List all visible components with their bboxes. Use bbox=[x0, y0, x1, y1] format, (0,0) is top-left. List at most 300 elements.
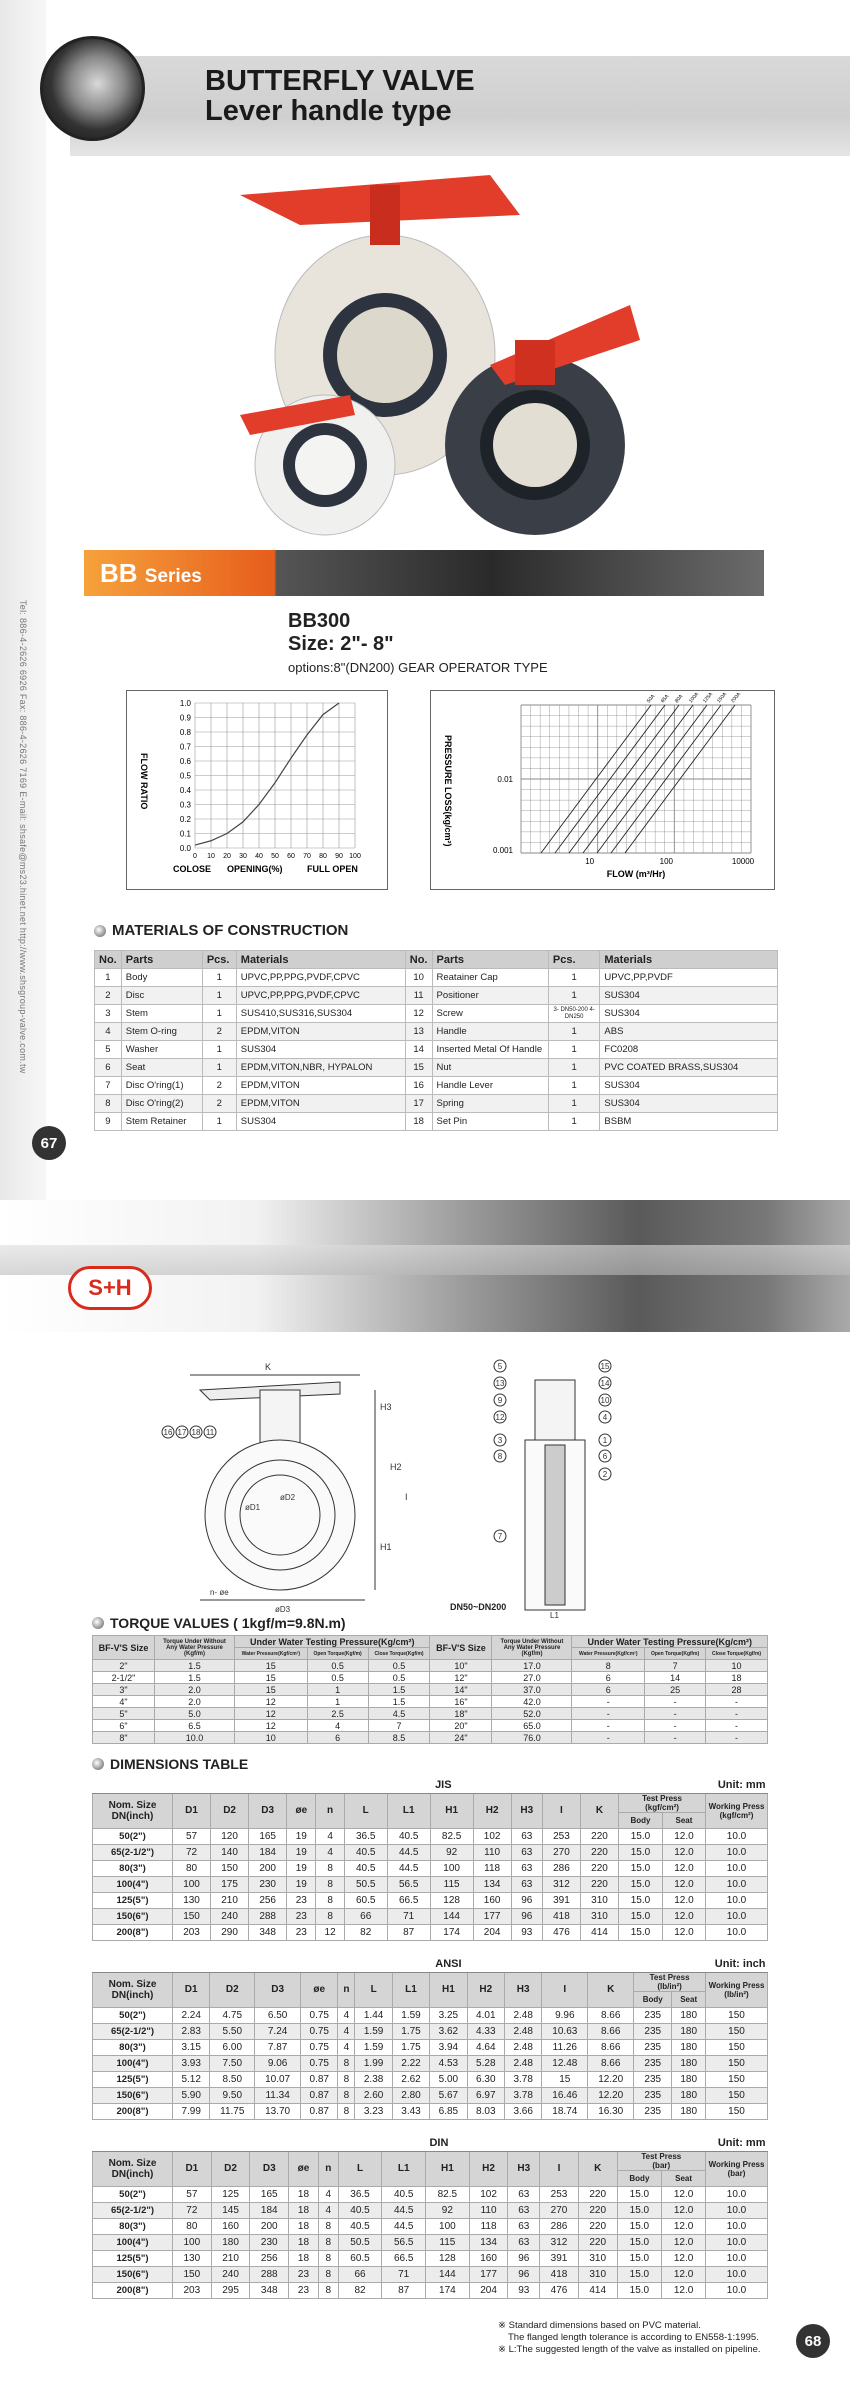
dim-cell: 348 bbox=[250, 2282, 289, 2298]
footnotes bbox=[498, 2320, 761, 2356]
dim-header: K bbox=[580, 1793, 618, 1828]
dim-cell: 71 bbox=[387, 1908, 430, 1924]
dim-cell: 150 bbox=[706, 2023, 768, 2039]
mat-header: No. bbox=[95, 951, 122, 969]
tq-cell: 6.5 bbox=[155, 1720, 235, 1732]
mat-header: Parts bbox=[121, 951, 202, 969]
dim-cell: 10.0 bbox=[706, 1860, 768, 1876]
dim-cell: 16.46 bbox=[542, 2087, 588, 2103]
dim-cell: 8 bbox=[338, 2055, 355, 2071]
tq-head-under: Under Water Testing Pressure(Kg/cm²) bbox=[235, 1636, 430, 1648]
dim-cell: 4.33 bbox=[467, 2023, 504, 2039]
model-name: BB300 bbox=[288, 610, 351, 632]
dim-header: øe bbox=[287, 1793, 316, 1828]
mat-cell: UPVC,PP,PPG,PVDF,CPVC bbox=[236, 987, 405, 1005]
flow-ratio-chart bbox=[126, 690, 388, 890]
dim-cell: 144 bbox=[430, 1908, 473, 1924]
tq-cell: - bbox=[572, 1732, 645, 1744]
dim-header: D2 bbox=[211, 1793, 249, 1828]
table-row bbox=[93, 2266, 768, 2282]
dim-cell: 96 bbox=[508, 2250, 540, 2266]
dim-cell: 150 bbox=[706, 2055, 768, 2071]
mat-cell: EPDM,VITON bbox=[236, 1095, 405, 1113]
dim-cell: 10.0 bbox=[706, 2282, 768, 2298]
dim-cell: 150 bbox=[706, 2103, 768, 2119]
cap-blank bbox=[93, 1956, 355, 1972]
dim-cell: 10.0 bbox=[706, 2202, 768, 2218]
mat-cell: 4 bbox=[95, 1023, 122, 1041]
dim-header: I bbox=[542, 1972, 588, 2007]
tq-cell: 42.0 bbox=[492, 1696, 572, 1708]
dim-cell: 8 bbox=[316, 1876, 344, 1892]
din-table bbox=[92, 2135, 768, 2299]
dim-cell: 2.62 bbox=[392, 2071, 429, 2087]
flow-curve bbox=[195, 703, 339, 845]
dim-cell: 63 bbox=[511, 1844, 542, 1860]
dim-cell: 118 bbox=[473, 1860, 511, 1876]
contact-info: Tel: 886-4-2626 6926 Fax: 886-4-2626 7169 E-mail: shsafe@ms23.hinet.net http://www.shsgroup-valve.com.tw bbox=[18, 600, 28, 1074]
dim-cell: 92 bbox=[430, 1844, 473, 1860]
dim-cell: 10.0 bbox=[706, 1876, 768, 1892]
dim-cell: 144 bbox=[426, 2266, 470, 2282]
tq-cell: 1 bbox=[307, 1684, 368, 1696]
tq-subhead: Open Torque(Kgf/m) bbox=[307, 1648, 368, 1660]
dim-i: I bbox=[405, 1492, 408, 1502]
table-row bbox=[93, 2071, 768, 2087]
dim-cell: 200 bbox=[249, 1860, 287, 1876]
mat-cell: Stem O-ring bbox=[121, 1023, 202, 1041]
dim-h3: H3 bbox=[380, 1402, 392, 1412]
dim-cell: 19 bbox=[287, 1844, 316, 1860]
dim-cell: 5.12 bbox=[173, 2071, 210, 2087]
dim-cell: 7.99 bbox=[173, 2103, 210, 2119]
dim-cell: 128 bbox=[426, 2250, 470, 2266]
table-row bbox=[93, 1828, 768, 1844]
dim-cell: 4 bbox=[318, 2186, 338, 2202]
body-header: Body bbox=[634, 1991, 672, 2007]
dim-cell: 3.66 bbox=[504, 2103, 541, 2119]
tq-cell: 27.0 bbox=[492, 1672, 572, 1684]
tq-cell: 15 bbox=[235, 1672, 308, 1684]
x-tick: 100 bbox=[659, 857, 674, 866]
dim-cell: 253 bbox=[542, 1828, 580, 1844]
dim-cell: 203 bbox=[173, 2282, 212, 2298]
dim-cell: 134 bbox=[469, 2234, 508, 2250]
part-label: 5 bbox=[497, 1362, 503, 1371]
y-tick: 0.5 bbox=[179, 771, 191, 781]
mat-cell: SUS304 bbox=[600, 1005, 778, 1023]
dim-cell: 120 bbox=[211, 1828, 249, 1844]
dim-cell: 82 bbox=[344, 1924, 387, 1940]
mat-cell: Disc bbox=[121, 987, 202, 1005]
dim-cell: 16.30 bbox=[588, 2103, 634, 2119]
series-label: 65A bbox=[659, 693, 671, 705]
note-2: The flanged length tolerance is according to EN558-1:1995. bbox=[508, 2332, 759, 2343]
mat-cell: 2 bbox=[202, 1023, 236, 1041]
dim-cell: 180 bbox=[672, 2039, 706, 2055]
mat-cell: 16 bbox=[405, 1077, 432, 1095]
dim-cell: 92 bbox=[426, 2202, 470, 2218]
mat-cell: Stem bbox=[121, 1005, 202, 1023]
dim-cell: 96 bbox=[511, 1908, 542, 1924]
tq-cell: 7 bbox=[368, 1720, 430, 1732]
table-row bbox=[93, 2250, 768, 2266]
mat-cell: UPVC,PP,PPG,PVDF,CPVC bbox=[236, 969, 405, 987]
dim-cell: 230 bbox=[249, 1876, 287, 1892]
series-label: 100A bbox=[687, 691, 701, 705]
dim-cell: 80(3") bbox=[93, 2218, 173, 2234]
dim-l1: L1 bbox=[550, 1611, 559, 1620]
mat-cell: UPVC,PP,PVDF bbox=[600, 969, 778, 987]
dim-cell: 240 bbox=[211, 1908, 249, 1924]
mat-cell: 1 bbox=[202, 1041, 236, 1059]
dim-cell: 2.24 bbox=[173, 2007, 210, 2023]
mat-cell: 1 bbox=[548, 1059, 600, 1077]
dim-cell: 1.59 bbox=[392, 2007, 429, 2023]
dim-cell: 177 bbox=[469, 2266, 508, 2282]
bullet-icon bbox=[94, 925, 106, 937]
tq-cell: - bbox=[645, 1732, 706, 1744]
dim-cell: 66.5 bbox=[382, 2250, 426, 2266]
tq-cell: 37.0 bbox=[492, 1684, 572, 1696]
dim-cell: 220 bbox=[578, 2186, 617, 2202]
dim-cell: 150 bbox=[173, 2266, 212, 2282]
dim-cell: 476 bbox=[542, 1924, 580, 1940]
mat-cell: 17 bbox=[405, 1095, 432, 1113]
dim-cell: 72 bbox=[173, 1844, 211, 1860]
unit-label: Unit: inch bbox=[542, 1956, 768, 1972]
tq-subhead: Water Pressure(Kgf/cm²) bbox=[572, 1648, 645, 1660]
tq-cell: 28 bbox=[706, 1684, 768, 1696]
dim-cell: 40.5 bbox=[338, 2218, 382, 2234]
dim-cell: 8 bbox=[318, 2282, 338, 2298]
dim-cell: 2.38 bbox=[355, 2071, 392, 2087]
mat-cell: 3- DN50-200 4- DN250 bbox=[548, 1005, 600, 1023]
mat-header: No. bbox=[405, 951, 432, 969]
dim-cell: 2.48 bbox=[504, 2055, 541, 2071]
dim-cell: 220 bbox=[580, 1876, 618, 1892]
mat-cell: PVC COATED BRASS,SUS304 bbox=[600, 1059, 778, 1077]
table-row bbox=[95, 1023, 778, 1041]
pressure-loss-chart bbox=[430, 690, 775, 890]
dim-header: L1 bbox=[392, 1972, 429, 2007]
dim-header: K bbox=[588, 1972, 634, 2007]
dim-cell: 66 bbox=[338, 2266, 382, 2282]
dim-header: D3 bbox=[250, 2151, 289, 2186]
cap-blank bbox=[93, 1777, 345, 1793]
tq-cell: 8.5 bbox=[368, 1732, 430, 1744]
dim-cell: 57 bbox=[173, 2186, 212, 2202]
dim-cell: 204 bbox=[469, 2282, 508, 2298]
dim-header: I bbox=[540, 2151, 579, 2186]
dim-cell: 312 bbox=[542, 1876, 580, 1892]
dim-cell: 150 bbox=[173, 1908, 211, 1924]
tq-head-nowater: Torque Under Without Any Water Pressure (Kgf/m) bbox=[155, 1636, 235, 1660]
dim-cell: 10.63 bbox=[542, 2023, 588, 2039]
mat-cell: 12 bbox=[405, 1005, 432, 1023]
mat-cell: EPDM,VITON,NBR, HYPALON bbox=[236, 1059, 405, 1077]
dim-cell: 10.0 bbox=[706, 1924, 768, 1940]
mat-cell: Stem Retainer bbox=[121, 1113, 202, 1131]
dim-cell: 115 bbox=[426, 2234, 470, 2250]
dim-cell: 8 bbox=[318, 2218, 338, 2234]
y-tick: 0.001 bbox=[492, 846, 513, 855]
dim-cell: 4 bbox=[316, 1844, 344, 1860]
x-label-1: COLOSE bbox=[173, 864, 212, 874]
series-banner: BB Series bbox=[84, 550, 764, 596]
tq-subhead: Close Torque(Kgf/m) bbox=[706, 1648, 768, 1660]
tq-cell: 6 bbox=[572, 1684, 645, 1696]
dim-cell: 130 bbox=[173, 2250, 212, 2266]
dim-cell: 63 bbox=[508, 2186, 540, 2202]
dim-cell: 4.75 bbox=[210, 2007, 255, 2023]
dim-cell: 8 bbox=[316, 1860, 344, 1876]
dim-cell: 8 bbox=[318, 2250, 338, 2266]
dim-od2: øD2 bbox=[280, 1493, 296, 1502]
dim-cell: 5.90 bbox=[173, 2087, 210, 2103]
dim-cell: 0.87 bbox=[301, 2103, 338, 2119]
dim-cell: 18.74 bbox=[542, 2103, 588, 2119]
mat-cell: 1 bbox=[202, 1113, 236, 1131]
mat-cell: BSBM bbox=[600, 1113, 778, 1131]
y-label: PRESSURE LOSS(kg/cm²) bbox=[443, 735, 453, 847]
dim-cell: 125(5") bbox=[93, 2071, 173, 2087]
dim-cell: 102 bbox=[473, 1828, 511, 1844]
dim-cell: 1.75 bbox=[392, 2039, 429, 2055]
mat-cell: 2 bbox=[202, 1095, 236, 1113]
table-row bbox=[95, 1113, 778, 1131]
dim-cell: 12.0 bbox=[662, 1844, 705, 1860]
dim-cell: 3.15 bbox=[173, 2039, 210, 2055]
dim-cell: 96 bbox=[511, 1892, 542, 1908]
tq-cell: 2.0 bbox=[155, 1696, 235, 1708]
dim-cell: 82.5 bbox=[430, 1828, 473, 1844]
dim-cell: 9.96 bbox=[542, 2007, 588, 2023]
dim-cell: 200(8") bbox=[93, 2103, 173, 2119]
dim-cell: 391 bbox=[540, 2250, 579, 2266]
dim-header: D3 bbox=[255, 1972, 301, 2007]
dim-cell: 235 bbox=[634, 2087, 672, 2103]
dim-cell: 15.0 bbox=[619, 1844, 663, 1860]
part-label: 1 bbox=[602, 1436, 608, 1445]
dim-cell: 174 bbox=[426, 2282, 470, 2298]
dim-cell: 160 bbox=[473, 1892, 511, 1908]
dim-cell: 150(6") bbox=[93, 2087, 173, 2103]
table-row bbox=[93, 2234, 768, 2250]
y-tick: 0.4 bbox=[179, 786, 191, 795]
tq-cell: 2-1/2" bbox=[93, 1672, 155, 1684]
dim-cell: 3.93 bbox=[173, 2055, 210, 2071]
dim-cell: 65(2-1/2") bbox=[93, 2202, 173, 2218]
dim-cell: 23 bbox=[287, 1892, 316, 1908]
dim-cell: 15.0 bbox=[617, 2218, 662, 2234]
dim-cell: 15.0 bbox=[617, 2186, 662, 2202]
dim-cell: 10.0 bbox=[706, 1908, 768, 1924]
dim-cell: 5.50 bbox=[210, 2023, 255, 2039]
x-tick: 100 bbox=[349, 853, 361, 860]
table-row bbox=[93, 2186, 768, 2202]
dn-range: DN50~DN200 bbox=[450, 1602, 507, 1612]
tq-cell: 16" bbox=[430, 1696, 492, 1708]
tq-cell: 10 bbox=[235, 1732, 308, 1744]
dim-od3: øD3 bbox=[275, 1605, 291, 1614]
dim-cell: 40.5 bbox=[344, 1860, 387, 1876]
dimensions-heading: DIMENSIONS TABLE bbox=[92, 1756, 248, 1772]
dim-cell: 65(2-1/2") bbox=[93, 1844, 173, 1860]
dim-cell: 240 bbox=[211, 2266, 250, 2282]
dim-cell: 180 bbox=[672, 2103, 706, 2119]
dim-cell: 44.5 bbox=[387, 1860, 430, 1876]
part-label: 12 bbox=[495, 1413, 505, 1422]
dim-cell: 165 bbox=[250, 2186, 289, 2202]
dim-cell: 414 bbox=[578, 2282, 617, 2298]
table-row bbox=[93, 2103, 768, 2119]
dim-cell: 12.20 bbox=[588, 2071, 634, 2087]
dim-cell: 8.03 bbox=[467, 2103, 504, 2119]
dim-cell: 57 bbox=[173, 1828, 211, 1844]
dim-cell: 7.50 bbox=[210, 2055, 255, 2071]
part-label: 9 bbox=[497, 1396, 503, 1405]
dim-cell: 56.5 bbox=[387, 1876, 430, 1892]
mat-cell: EPDM,VITON bbox=[236, 1023, 405, 1041]
dim-cell: 3.23 bbox=[355, 2103, 392, 2119]
table-row bbox=[93, 1860, 768, 1876]
working-press-header: Working Press (bar) bbox=[706, 2151, 768, 2186]
table-row bbox=[95, 987, 778, 1005]
mat-cell: 1 bbox=[548, 1077, 600, 1095]
table-row bbox=[93, 2055, 768, 2071]
dim-cell: 6.30 bbox=[467, 2071, 504, 2087]
dim-cell: 1.59 bbox=[355, 2039, 392, 2055]
table-row bbox=[95, 1077, 778, 1095]
bullet-icon bbox=[92, 1758, 104, 1770]
x-tick: 60 bbox=[287, 853, 295, 860]
x-tick: 80 bbox=[319, 853, 327, 860]
tq-subhead: Close Torque(Kgf/m) bbox=[368, 1648, 430, 1660]
dim-cell: 5.28 bbox=[467, 2055, 504, 2071]
dim-cell: 19 bbox=[287, 1828, 316, 1844]
mat-cell: 3 bbox=[95, 1005, 122, 1023]
dim-cell: 10.0 bbox=[706, 1844, 768, 1860]
dim-cell: 100 bbox=[173, 1876, 211, 1892]
x-tick: 10000 bbox=[731, 857, 755, 866]
tq-cell: 4" bbox=[93, 1696, 155, 1708]
dim-cell: 63 bbox=[508, 2234, 540, 2250]
dim-header: Nom. Size DN(inch) bbox=[93, 1793, 173, 1828]
mat-cell: 9 bbox=[95, 1113, 122, 1131]
dim-cell: 50(2") bbox=[93, 2186, 173, 2202]
table-row bbox=[93, 1876, 768, 1892]
test-press-header: Test Press (kgf/cm²) bbox=[619, 1793, 706, 1812]
mat-cell: Set Pin bbox=[432, 1113, 548, 1131]
dim-header: D3 bbox=[249, 1793, 287, 1828]
dim-cell: 100 bbox=[173, 2234, 212, 2250]
dim-cell: 200(8") bbox=[93, 1924, 173, 1940]
dim-cell: 12 bbox=[316, 1924, 344, 1940]
tq-cell: 65.0 bbox=[492, 1720, 572, 1732]
mat-cell: Handle bbox=[432, 1023, 548, 1041]
dim-cell: 63 bbox=[511, 1860, 542, 1876]
dim-cell: 10.0 bbox=[706, 2250, 768, 2266]
dim-cell: 165 bbox=[249, 1828, 287, 1844]
dim-cell: 1.59 bbox=[355, 2023, 392, 2039]
dim-cell: 4 bbox=[338, 2007, 355, 2023]
mat-cell: Nut bbox=[432, 1059, 548, 1077]
mat-cell: 1 bbox=[202, 1005, 236, 1023]
dim-cell: 71 bbox=[382, 2266, 426, 2282]
part-label: 2 bbox=[602, 1470, 608, 1479]
dim-cell: 2.22 bbox=[392, 2055, 429, 2071]
tq-cell: - bbox=[706, 1708, 768, 1720]
dim-cell: 50.5 bbox=[344, 1876, 387, 1892]
dim-cell: 1.44 bbox=[355, 2007, 392, 2023]
dim-cell: 102 bbox=[469, 2186, 508, 2202]
table-row bbox=[93, 1696, 768, 1708]
dim-cell: 4 bbox=[318, 2202, 338, 2218]
mat-cell: SUS304 bbox=[236, 1041, 405, 1059]
dim-cell: 175 bbox=[211, 1876, 249, 1892]
y-label: FLOW RATIO bbox=[139, 753, 149, 810]
tq-cell: - bbox=[706, 1732, 768, 1744]
dim-cell: 12.48 bbox=[542, 2055, 588, 2071]
dim-header: H1 bbox=[426, 2151, 470, 2186]
dim-cell: 0.75 bbox=[301, 2055, 338, 2071]
dim-cell: 82 bbox=[338, 2282, 382, 2298]
dim-cell: 2.83 bbox=[173, 2023, 210, 2039]
dim-header: H2 bbox=[469, 2151, 508, 2186]
tq-cell: 24" bbox=[430, 1732, 492, 1744]
dim-header: H2 bbox=[473, 1793, 511, 1828]
dim-cell: 6.97 bbox=[467, 2087, 504, 2103]
test-press-header: Test Press (lb/in²) bbox=[634, 1972, 706, 1991]
dim-cell: 11.34 bbox=[255, 2087, 301, 2103]
tq-head-size: BF-V'S Size bbox=[430, 1636, 492, 1660]
table-row bbox=[93, 1732, 768, 1744]
mat-cell: Body bbox=[121, 969, 202, 987]
dim-cell: 235 bbox=[634, 2007, 672, 2023]
mat-cell: Positioner bbox=[432, 987, 548, 1005]
dim-cell: 18 bbox=[289, 2186, 319, 2202]
mat-cell: SUS304 bbox=[600, 1095, 778, 1113]
dim-k: K bbox=[265, 1362, 272, 1372]
dim-header: L1 bbox=[387, 1793, 430, 1828]
dim-cell: 100(4") bbox=[93, 2234, 173, 2250]
dim-cell: 15.0 bbox=[619, 1924, 663, 1940]
tq-cell: 1.5 bbox=[368, 1696, 430, 1708]
tq-cell: 2.0 bbox=[155, 1684, 235, 1696]
table-row bbox=[93, 2087, 768, 2103]
dim-cell: 3.78 bbox=[504, 2071, 541, 2087]
page-number: 67 bbox=[32, 1126, 66, 1160]
x-tick: 50 bbox=[271, 853, 279, 860]
dim-cell: 60.5 bbox=[344, 1892, 387, 1908]
table-row bbox=[93, 1708, 768, 1720]
body-header: Body bbox=[619, 1812, 663, 1828]
x-label: FLOW (m³/Hr) bbox=[606, 869, 666, 879]
dim-cell: 130 bbox=[173, 1892, 211, 1908]
tq-head-size: BF-V'S Size bbox=[93, 1636, 155, 1660]
part-label: 4 bbox=[602, 1413, 608, 1422]
dim-cell: 288 bbox=[249, 1908, 287, 1924]
dim-cell: 15.0 bbox=[619, 1860, 663, 1876]
dim-cell: 63 bbox=[508, 2202, 540, 2218]
mat-cell: 1 bbox=[548, 1095, 600, 1113]
dim-cell: 12.0 bbox=[662, 1876, 705, 1892]
title-banner bbox=[70, 56, 850, 156]
y-tick: 0.7 bbox=[179, 742, 191, 752]
mat-header: Materials bbox=[236, 951, 405, 969]
dim-cell: 3.62 bbox=[430, 2023, 467, 2039]
